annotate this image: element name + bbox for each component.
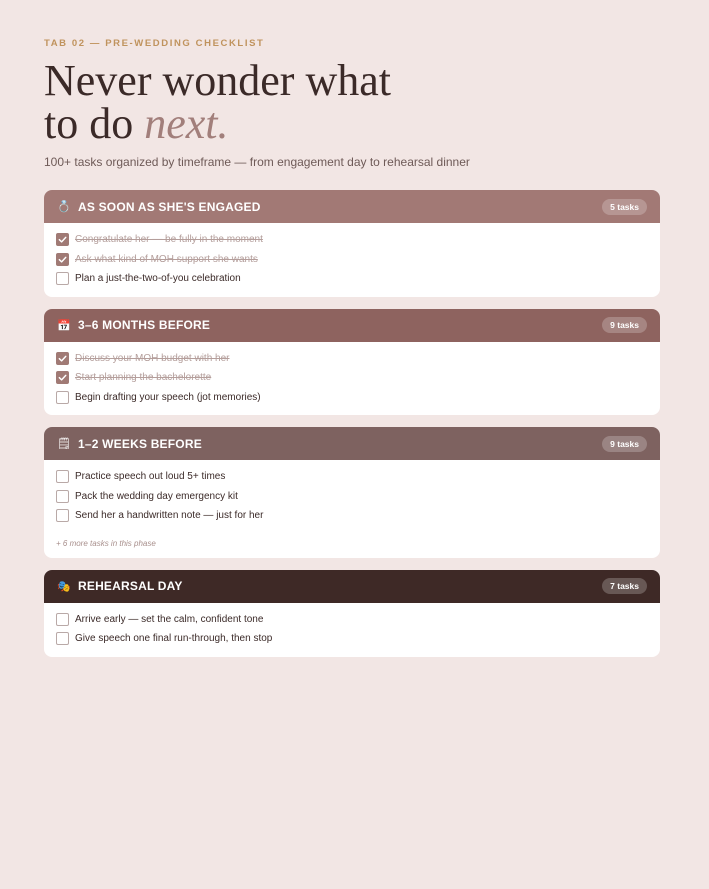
task-checkbox[interactable]	[56, 509, 69, 522]
task-label: Ask what kind of MOH support she wants	[75, 253, 258, 265]
task-item[interactable]	[56, 487, 648, 507]
calendar-icon: 📅	[57, 319, 71, 332]
task-label: Plan a just-the-two-of-you celebration	[75, 273, 241, 285]
title-line-1: Never wonder what	[44, 56, 391, 105]
task-label: Congratulate her — be fully in the moment	[75, 234, 263, 246]
checkmark-icon	[58, 255, 67, 264]
phase-card	[44, 190, 660, 297]
more-tasks-note[interactable]: + 6 more tasks in this phase	[56, 538, 156, 548]
task-item[interactable]	[56, 388, 648, 408]
task-checkbox[interactable]	[56, 470, 69, 483]
task-label: Send her a handwritten note — just for her	[75, 510, 264, 522]
task-checkbox[interactable]	[56, 613, 69, 626]
task-label: Arrive early — set the calm, confident tone	[75, 613, 264, 625]
task-item[interactable]	[56, 610, 648, 630]
page-title	[44, 56, 660, 148]
task-item[interactable]	[56, 269, 648, 289]
task-label: Begin drafting your speech (jot memories)	[75, 391, 261, 403]
task-list	[44, 460, 660, 558]
phase-list	[44, 190, 660, 657]
task-list	[44, 223, 660, 297]
task-checkbox[interactable]	[56, 371, 69, 384]
phase-title: 3–6 MONTHS BEFORE	[78, 318, 211, 332]
notepad-icon: 🗒	[57, 438, 71, 450]
ring-icon: 💍	[57, 201, 71, 213]
task-label: Give speech one final run-through, then stop	[75, 633, 273, 645]
phase-title: REHEARSAL DAY	[78, 579, 183, 593]
title-line-2: to do	[44, 99, 145, 148]
phase-header[interactable]	[44, 570, 660, 603]
task-count-badge: 9 tasks	[602, 436, 647, 452]
phase-header[interactable]	[44, 427, 660, 460]
task-label: Pack the wedding day emergency kit	[75, 490, 238, 502]
phase-card	[44, 570, 660, 657]
task-item[interactable]	[56, 506, 648, 526]
task-label: Start planning the bachelorette	[75, 372, 212, 384]
phase-title: 1–2 WEEKS BEFORE	[78, 436, 202, 451]
task-item[interactable]	[56, 629, 648, 649]
task-count-badge: 5 tasks	[602, 199, 647, 215]
task-item[interactable]	[56, 250, 648, 270]
eyebrow-label: TAB 02 — PRE-WEDDING CHECKLIST	[44, 38, 265, 49]
task-label: Practice speech out loud 5+ times	[75, 471, 226, 483]
phase-header[interactable]	[44, 309, 660, 342]
checkmark-icon	[58, 235, 67, 244]
title-accent: next.	[144, 99, 229, 148]
task-checkbox[interactable]	[56, 391, 69, 404]
task-checkbox[interactable]	[56, 272, 69, 285]
task-item[interactable]	[56, 230, 648, 250]
task-checkbox[interactable]	[56, 233, 69, 246]
task-checkbox[interactable]	[56, 253, 69, 266]
task-item[interactable]	[56, 368, 648, 388]
task-label: Discuss your MOH budget with her	[75, 352, 230, 364]
checkmark-icon	[58, 373, 67, 382]
phase-title: AS SOON AS SHE'S ENGAGED	[78, 199, 261, 214]
theater-icon: 🎭	[57, 580, 71, 593]
phase-card	[44, 427, 660, 558]
task-count-badge: 7 tasks	[602, 578, 647, 594]
page-subtitle: 100+ tasks organized by timeframe — from engagement day to rehearsal dinner	[44, 155, 470, 169]
task-list	[44, 603, 660, 657]
task-item[interactable]	[56, 467, 648, 487]
phase-card	[44, 309, 660, 416]
task-list	[44, 342, 660, 416]
phase-header[interactable]	[44, 190, 660, 223]
task-count-badge: 9 tasks	[602, 317, 647, 333]
task-checkbox[interactable]	[56, 490, 69, 503]
checkmark-icon	[58, 354, 67, 363]
task-checkbox[interactable]	[56, 352, 69, 365]
task-checkbox[interactable]	[56, 632, 69, 645]
task-item[interactable]	[56, 349, 648, 369]
